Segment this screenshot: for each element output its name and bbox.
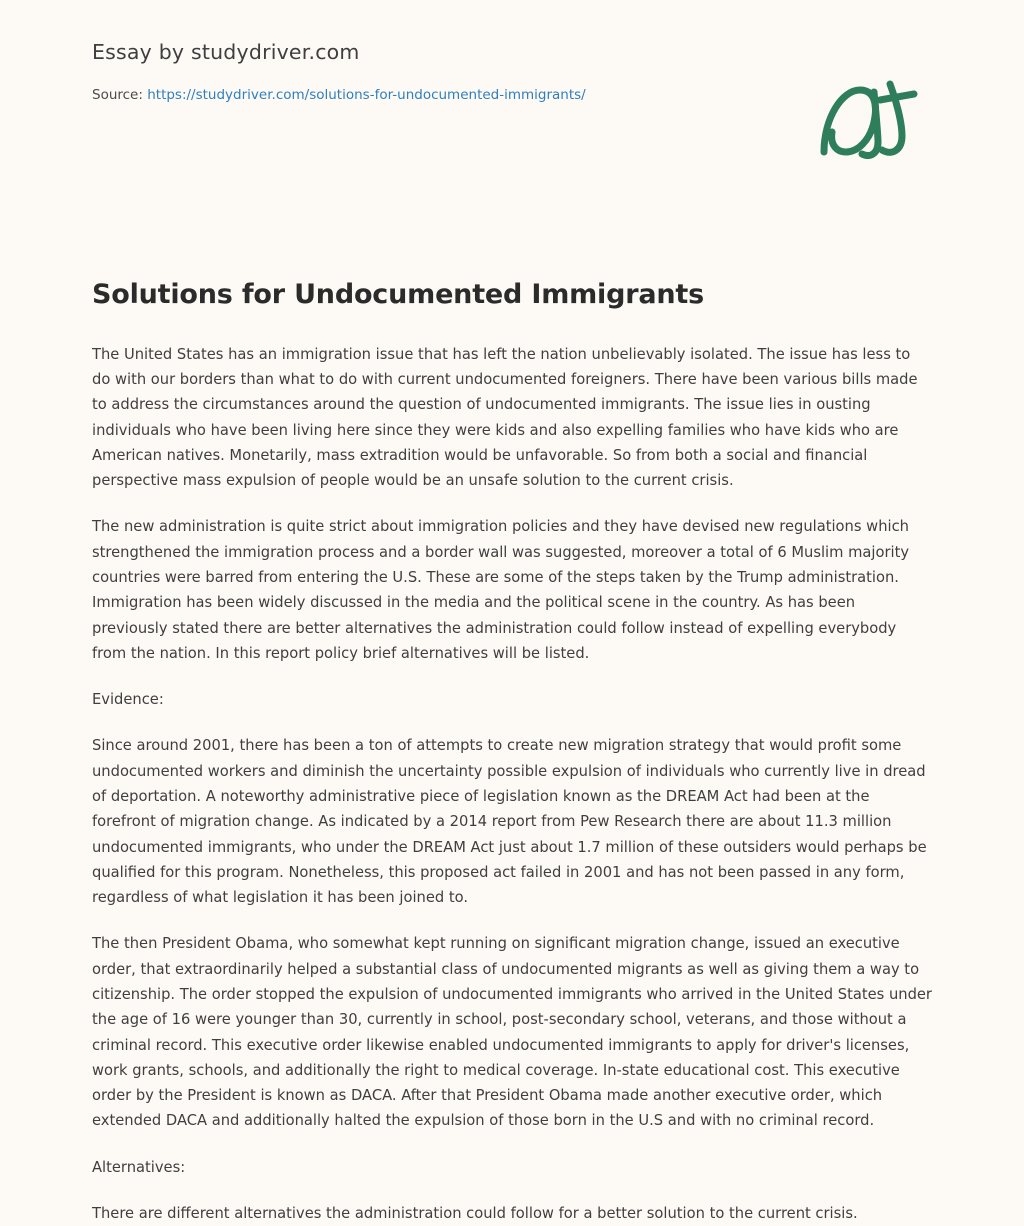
article-body (92, 342, 932, 1226)
section-heading-alternatives: Alternatives: (92, 1158, 186, 1176)
section-heading-evidence: Evidence: (92, 691, 164, 709)
byline-prefix: Essay by (92, 40, 191, 64)
source-label: Source: (92, 86, 148, 103)
brand-name: studydriver.com (191, 40, 360, 64)
byline (92, 40, 932, 65)
paragraph: There are different alternatives the administration could follow for a better solution to the current crisis. (92, 1204, 858, 1222)
paragraph: Since around 2001, there has been a ton of attempts to create new migration strategy that would profit some undocumented workers and diminish the uncertainty possible expulsion of individuals who currently live in dread of deportation. A noteworthy administrative piece of legislation known as the DREAM Act had been at the forefront of migration change. As indicated by a 2014 report from Pew Research there are about 11.3 million undocumented immigrants, who under the DREAM Act just about 1.7 million of these outsiders would perhaps be qualified for this program. Nonetheless, this proposed act failed in 2001 and has not been passed in any form, regardless of what legislation it has been joined to. (92, 737, 927, 907)
paragraph: The then President Obama, who somewhat kept running on significant migration change, issued an executive order, that extraordinarily helped a substantial class of undocumented migrants as well as giving them a way to citizenship. The order stopped the expulsion of undocumented immigrants who arrived in the United States under the age of 16 were younger than 30, currently in school, post-secondary school, veterans, and those without a criminal record. This executive order likewise enabled undocumented immigrants to apply for driver's licenses, work grants, schools, and additionally the right to medical coverage. In-state educational cost. This executive order by the President is known as DACA. After that President Obama made another executive order, which extended DACA and additionally halted the expulsion of those born in the U.S and with no criminal record. (92, 935, 932, 1130)
studydriver-logo-icon (812, 78, 932, 164)
source-url-link[interactable]: https://studydriver.com/solutions-for-undocumented-immigrants/ (147, 86, 586, 103)
source-line (92, 87, 932, 105)
paragraph: The new administration is quite strict about immigration policies and they have devised new regulations which strengthened the immigration process and a border wall was suggested, moreover a total of 6 Muslim majority countries were barred from entering the U.S. These are some of the steps taken by the Trump administration. Immigration has been widely discussed in the media and the political scene in the country. As has been previously stated there are better alternatives the administration could follow instead of expelling everybody from the nation. In this report policy brief alternatives will be listed. (92, 518, 910, 662)
paragraph: The United States has an immigration issue that has left the nation unbelievably isolated. The issue has less to do with our borders than what to do with current undocumented foreigners. There have been various bills made to address the circumstances around the question of undocumented immigrants. The issue lies in ousting individuals who have been living here since they were kids and also expelling families who have kids who are American natives. Monetarily, mass extradition would be unfavorable. So from both a social and financial perspective mass expulsion of people would be an unsafe solution to the current crisis. (92, 345, 918, 490)
page-title: Solutions for Undocumented Immigrants (92, 279, 704, 310)
document-header (92, 40, 932, 160)
